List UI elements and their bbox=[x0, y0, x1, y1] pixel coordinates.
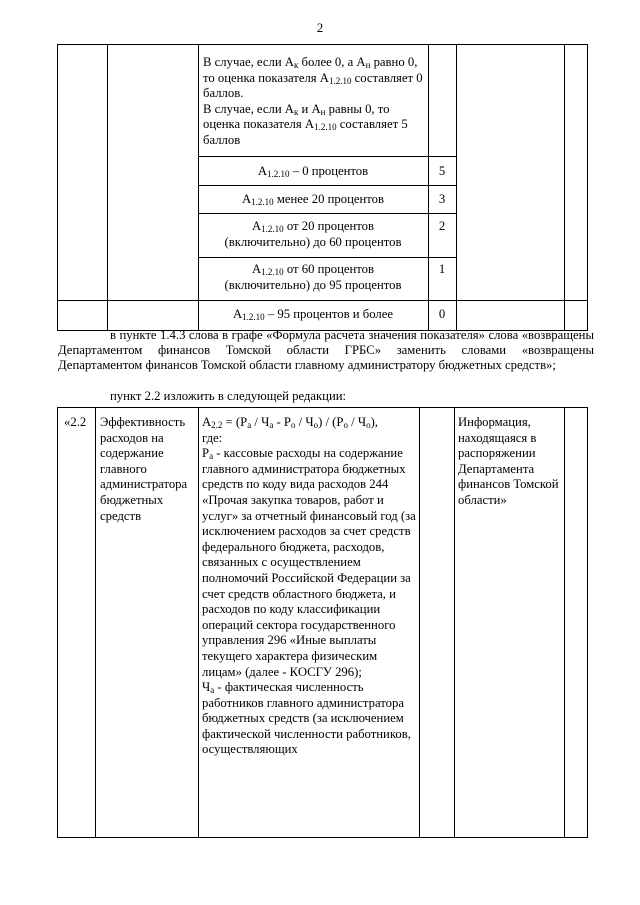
score-row-label: $А_{1.2.10}$ от 20 процентов (включительно) до 60 процентов bbox=[224, 219, 402, 249]
formula-text: $А_{2.2} = (Р_а / Ч_а - Р_о / Ч_о) / (Р_о / Ч_о)$, где: $Р_а$ - кассовые расходы на содержание главного администратора бюджетных средств по коду вида расходов 244 «Прочая закупка товаров, работ и услуг» за отчетный финансовый год (за исключением расходов за счет средств федерального бюджета, расходов, связанных с осуществлением полномочий Российской Федерации за счет средств областного бюджета, и расходов по коду классификации операций сектора государственного управления 296 «Иные выплаты текущего характера физическим лицам» (далее - КОСГУ 296); $Ч_а$ - фактическая численность работников главного администратора бюджетных средств (за исключением фактической численности работников, осуществляющих bbox=[202, 415, 418, 758]
criteria-table-continued bbox=[57, 44, 588, 331]
page-number: 2 bbox=[316, 20, 324, 35]
data-source: Информация, находящаяся в распоряжении Департамента финансов Томской области» bbox=[458, 415, 559, 507]
score-row-label: $А_{1.2.10}$ от 60 процентов (включительно) до 95 процентов bbox=[224, 262, 402, 292]
ra-definition: $Р_а$ - кассовые расходы на содержание главного администратора бюджетных средств по коду вида расходов 244 «Прочая закупка товаров, работ и услуг» за отчетный финансовый год (за исключением расходов за счет средств федерального бюджета, расходов, связанных с осуществлением полномочий Российской Федерации за счет средств областного бюджета, и расходов по коду классификации операций сектора государственного управления 296 «Иные выплаты текущего характера физическим лицам» (далее - КОСГУ 296); bbox=[202, 446, 416, 679]
indicator-name: Эффективность расходов на содержание главного администратора бюджетных средств bbox=[100, 415, 188, 523]
score-row-label: $А_{1.2.10}$ менее 20 процентов bbox=[242, 192, 384, 207]
amendment-paragraph: в пункте 1.4.3 слова в графе «Формула расчета значения показателя» слова «возвращены Департаментом финансов Томской области ГРБС» заменить словами «возвращены Департаментом финансов Томской области главному администратору бюджетных средств»; bbox=[58, 328, 594, 373]
score-value: 0 bbox=[438, 307, 446, 321]
score-value: 5 bbox=[438, 164, 446, 178]
score-value: 2 bbox=[438, 219, 446, 233]
indicator-table bbox=[57, 407, 588, 838]
score-value: 1 bbox=[438, 262, 446, 276]
score-value: 3 bbox=[438, 192, 446, 206]
scoring-conditions-text: В случае, если $А_к$ более 0, а $А_н$ равно 0, то оценка показателя $А_{1.2.10}$ составляет 0 баллов. В случае, если $А_к$ и $А_н$ равны 0, то оценка показателя $А_{1.2.10}$ составляет 5 баллов bbox=[203, 55, 423, 147]
score-row-label: $А_{1.2.10} - 0$ процентов bbox=[257, 164, 369, 179]
amendment-paragraph: пункт 2.2 изложить в следующей редакции: bbox=[110, 389, 347, 403]
cha-definition: $Ч_а$ - фактическая численность работников главного администратора бюджетных средств (за исключением фактической численности работников, осуществляющих bbox=[202, 680, 411, 757]
score-row-label: $А_{1.2.10} - 95$ процентов и более bbox=[233, 307, 393, 322]
formula: $А_{2.2} = (Р_а / Ч_а - Р_о / Ч_о) / (Р_о / Ч_о)$, bbox=[202, 415, 378, 430]
item-number: «2.2 bbox=[64, 415, 87, 429]
